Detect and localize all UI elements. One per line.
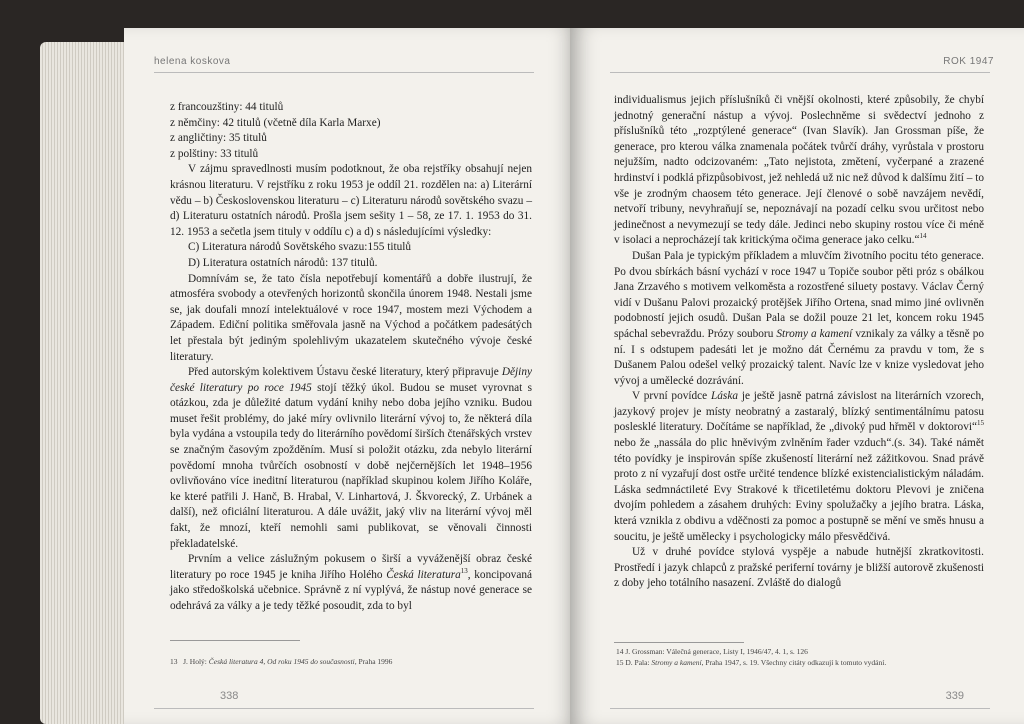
paragraph: V zájmu spravedlnosti musím podotknout, že oba rejstříky obsahují nejen krásnou literaturu. V rejstříku z roku 1953 je oddíl 21. rozdělen na: a) Literární vědu – b) Československou literaturu – c) Literaturu národů sovětského svazu – d) Literaturu ostatních národů. Prošla jsem sešity 1 – 58, ze 17. 1. 1953 do 31. 12. 1953 a sečetla jsem tituly v oddílu c) a d) s následujícími výsledky: <box>170 163 532 238</box>
result-line: D) Literatura ostatních národů: 137 titulů. <box>188 256 378 269</box>
footnote-ref[interactable]: 15 <box>977 419 984 428</box>
list-item: z polštiny: 33 titulů <box>170 147 259 160</box>
left-bottom-rule <box>154 708 534 709</box>
right-footnotes <box>616 646 976 668</box>
left-page-number: 338 <box>220 690 239 702</box>
right-head-rule <box>610 72 990 73</box>
list-item: z francouzštiny: 44 titulů <box>170 101 284 113</box>
left-body-text <box>170 100 532 615</box>
list-item: z angličtiny: 35 titulů <box>170 132 267 145</box>
open-book <box>40 28 1024 724</box>
list-item: z němčiny: 42 titulů (včetně díla Karla Marxe) <box>170 116 381 129</box>
paragraph: Prvním a velice záslužným pokusem o širší a vyváženější obraz české literatury po roce 1945 je kniha Jiřího Holého Česká literatura$^{13}$, koncipovaná jako středoškolská učebnice. Správně z ní vyplývá, že nástup nové generace se odehrává za války a je tedy těžké posoudit, zda to byl <box>170 553 532 612</box>
paragraph: individualismus jejich příslušníků či vnější okolnosti, které způsobily, že chybí jednotný generační nástup a vývoj. Poslechněme si svědectví jednoho z příslušníků této „rozptýlené generace“ (Ivan Slavík). Jan Grossman píše, že generace, pro kterou válka znamenala počátek tvůrčí dráhy, vyrůstala v prostoru nejužším, nadto odcizovaném: „Tato nejistota, změtení, vyčerpané a zrazené hrdinství i podklá přizpůsobivost, jež nehledá už nic než důvod k dalšímu žití – to vše je zrodným chaosem této generace. Její členové o sobě navzájem nevědí, netvoří tribuny, nevyhraňují se, nepoznávají na pozadí celku svou určitost nebo jedinečnost a nevymezují se tedy dále. Jedinci nebo skupiny rostou více či méně v isolaci a neprocházejí tak kritickýma očima generace jako celku.“$^{14}$ <box>614 94 984 247</box>
book-title: Stromy a kamení <box>776 327 853 340</box>
right-page-number: 339 <box>945 690 964 702</box>
footnote-rule <box>614 642 744 643</box>
right-running-head: ROK 1947 <box>943 56 994 67</box>
right-page <box>570 28 1024 724</box>
left-running-head: helena koskova <box>154 56 231 67</box>
footnote-ref[interactable]: 13 <box>460 567 468 576</box>
book-title: Dějiny české literatury po roce 1945 <box>170 366 532 394</box>
footnote-rule <box>170 640 300 641</box>
left-page <box>124 28 578 724</box>
right-body-text <box>614 93 984 592</box>
footnote: 14 J. Grossman: Válečná generace, Listy I, 1946/47, 4. 1, s. 126 <box>616 647 808 656</box>
footnote: 13 J. Holý: Česká literatura 4, Od roku 1945 do současnosti, Praha 1996 <box>170 657 393 666</box>
result-line: C) Literatura národů Sovětského svazu:155 titulů <box>188 241 412 254</box>
paragraph: Domnívám se, že tato čísla nepotřebují komentářů a dobře ilustrují, že atmosféra svobody a otevřených horizontů skončila únorem 1948. Nestali jsme se, jak doufali mnozí intelektuálové v roce 1947, mostem mezi Východem a Západem. Ediční politika směřovala jasně na Východ a počátkem padesátých let přestala být jediným spolehlivým ukazatelem skutečného vývoje české literatury. <box>170 272 532 363</box>
paragraph: Už v druhé povídce stylová vyspěje a nabude hutnější zkratkovitosti. Prostředí i jazyk chlapců z pražské periferní továrny je bližší autorově zkušenosti z doby jeho totálního nasazení. Zvláště do dialogů <box>614 546 984 590</box>
paragraph: Dušan Pala je typickým příkladem a mluvčím životního pocitu této generace. Po dvou sbírkách básní vychází v roce 1947 u Topiče soubor pěti próz s obálkou Jana Zrzavého s motivem velkoměsta a rozostřené siluety postavy. Václav Černý vidí v Dušanu Palovi prozaický protějšek Jiřího Ortena, snad mimo jiné ovlivněn podobností jejich osudů. Dušan Pala se dožil pouze 21 let, koncem roku 1945 spáchal sebevraždu. Prózy souboru Stromy a kamení vznikaly za války a těsně po ní. I s odstupem padesáti let je možno dát Černému za pravdu v tom, že s Dušanem Palou odešel velký prozaický talent. Navíc lze v knize vysledovat jeho vývoj a umělecké dozrávání. <box>614 249 985 387</box>
footnote-ref[interactable]: 14 <box>919 232 927 241</box>
book-title: Česká literatura <box>386 568 461 581</box>
paragraph: Před autorským kolektivem Ústavu české literatury, který připravuje Dějiny české literatury po roce 1945 stojí těžký úkol. Budou se muset vyrovnat s otázkou, zda je důležité datum vydání knihy nebo doba jejího vzniku. Budou muset řešit problémy, do jaké míry ovlivnilo literární vývoj to, že některá díla byla vydána a vstoupila tedy do literárního povědomí širších čtenářských vrstev se značným časovým zpožděním. Musí si položit otázku, zda nebylo literární povědomí mnoha tvůrčích osobností v době nejčernějších let 1948–1956 ovlivňováno více ineditní literaturou (například skupinou kolem Jiřího Koláře, ke které patřili J. Hanč, B. Hrabal, V. Linhartová, J. Škvorecký, Z. Urbánek a další), než oficiální literaturou. A dále uvážit, jaký vliv na literární vývoj měl fakt, že mnozí, kteří nemohli sami publikovat, se věnovali činnosti překladatelské. <box>170 366 532 550</box>
right-bottom-rule <box>610 708 990 709</box>
footnote: 15 D. Pala: Stromy a kamení, Praha 1947, s. 19. Všechny citáty odkazují k tomuto vydání. <box>616 658 887 667</box>
story-title: Láska <box>711 390 738 403</box>
left-footnotes <box>170 656 530 667</box>
paragraph: V první povídce Láska je ještě jasně patrná závislost na literárních vzorech, jazykový projev je místy neobratný a zastaralý, blízký sentimentálnímu patosu poslesklé literatury. Dočítáme se například, že „divoký pud hřměl v doktorovi“$^{15}$ nebo že „nassála do plic hněvivým zvlněním řader vzduch“.(s. 34). Také námět této povídky je inspirován spíše zkušeností literární než zážitkovou. Snad právě proto z ní vyzařují dost ostře určité tendence blízké existencialistickým náladám. Láska sedmnáctileté Evy Strakové k třicetiletému doktoru Plevovi je zničena dvojím pohledem a zásahem druhých: Eviny spolužačky a jejího bratra. Láska, která vznikla z obdivu a vděčnosti za pomoc a postupně se mění ve směs hnusu a soucitu, je ještě umělecky i psychologicky málo přesvědčivá. <box>614 390 984 543</box>
left-head-rule <box>154 72 534 73</box>
page-edges <box>40 42 130 724</box>
